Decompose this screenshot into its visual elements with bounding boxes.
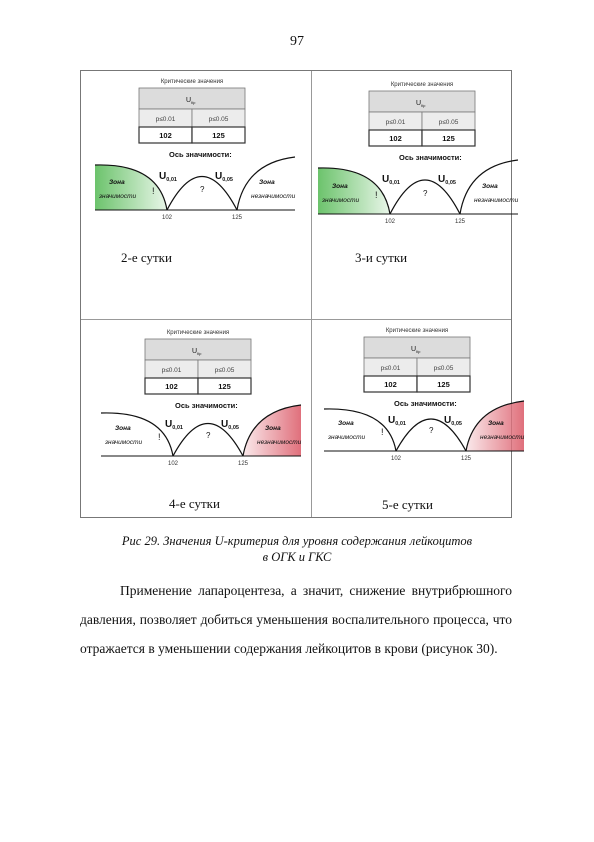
u-001-label: $U_{0,01}$ (165, 419, 183, 431)
u-005-label: $U_{0,05}$ (221, 419, 239, 431)
page-number: 97 (290, 34, 304, 49)
panel-caption: 4-е сутки (169, 496, 220, 511)
zone-significance-word: Зона (332, 183, 348, 190)
critical-values-diagram (81, 320, 312, 517)
table-header-cell (369, 91, 475, 112)
u-critical-label: $U_{Кр}$ (411, 346, 421, 354)
question-mark: ? (423, 189, 428, 198)
zone-insignificance-label: незначимости (480, 434, 525, 441)
tick-102: 102 (390, 456, 402, 462)
question-mark: ? (206, 431, 211, 440)
u-001-label: $U_{0,01}$ (382, 174, 400, 186)
panel-day-2 (81, 71, 312, 320)
zone-significance-word: Зона (115, 425, 131, 432)
question-mark: ? (200, 185, 205, 194)
zone-significance-word: Зона (338, 420, 354, 427)
panel-day-3 (312, 71, 519, 320)
significance-zone-highlight (318, 168, 390, 214)
p005-label: p≤0.05 (214, 367, 235, 374)
left-arc (101, 413, 173, 456)
value-125: 125 (437, 380, 450, 389)
u-005-label: $U_{0,05}$ (215, 171, 233, 183)
u-005-label: $U_{0,05}$ (438, 174, 456, 186)
zone-significance-label: значимости (99, 193, 137, 200)
value-102: 102 (159, 131, 172, 140)
panel-day-4 (81, 320, 312, 517)
panel-caption: 2-е сутки (121, 250, 172, 265)
u-001-label: $U_{0,01}$ (159, 171, 177, 183)
p005-label: p≤0.05 (433, 365, 454, 372)
question-mark: ? (429, 426, 434, 435)
zone-insignificance-word: Зона (265, 425, 281, 432)
panel-caption: 5-е сутки (382, 497, 433, 512)
axis-title: Ось значимости: (169, 150, 232, 159)
critical-values-diagram (81, 71, 312, 320)
exclamation-mark: ! (158, 432, 161, 442)
p001-label: p≤0.01 (161, 367, 182, 374)
figure-29 (80, 70, 525, 518)
critical-values-diagram (312, 71, 519, 320)
u-005-label: $U_{0,05}$ (444, 415, 462, 427)
exclamation-mark: ! (375, 190, 378, 200)
exclamation-mark: ! (381, 427, 384, 437)
zone-significance-label: значимости (105, 439, 143, 446)
table-header-cell (145, 339, 251, 360)
table-header-cell (364, 337, 470, 358)
panel-caption: 3-и сутки (355, 250, 408, 265)
critical-values-diagram (312, 320, 525, 517)
tick-102: 102 (167, 461, 179, 467)
tick-102: 102 (161, 215, 173, 221)
zone-insignificance-label: незначимости (474, 197, 519, 204)
u-critical-label: $U_{Кр}$ (186, 97, 196, 105)
value-102: 102 (384, 380, 397, 389)
p001-label: p≤0.01 (385, 119, 406, 126)
table-title: Критические значения (390, 82, 454, 88)
zone-insignificance-word: Зона (259, 179, 275, 186)
body-paragraph: Применение лапароцентеза, а значит, снижение внутрибрюшного давления, позволяет добиться уменьшения воспалительного процесса, что отражается в уменьшении содержания лейкоцитов в крови (рисунок 30). (80, 583, 512, 656)
u-critical-label: $U_{Кр}$ (192, 348, 202, 356)
figure-caption-line-2: в ОГК и ГКС (262, 550, 332, 564)
panel-day-5 (312, 320, 525, 517)
zone-insignificance-label: незначимости (251, 193, 296, 200)
tick-125: 125 (454, 219, 466, 225)
p001-label: p≤0.01 (380, 365, 401, 372)
figure-caption-line-1: Рис 29. Значения U-критерия для уровня содержания лейкоцитов (121, 534, 473, 548)
zone-significance-label: значимости (322, 197, 360, 204)
exclamation-mark: ! (152, 186, 155, 196)
zone-insignificance-word: Зона (482, 183, 498, 190)
table-header-cell (139, 88, 245, 109)
zone-significance-label: значимости (328, 434, 366, 441)
table-title: Критические значения (385, 328, 449, 334)
tick-125: 125 (460, 456, 472, 462)
tick-125: 125 (237, 461, 249, 467)
value-102: 102 (165, 382, 178, 391)
p001-label: p≤0.01 (155, 116, 176, 123)
axis-title: Ось значимости: (175, 401, 238, 410)
value-125: 125 (442, 134, 455, 143)
u-001-label: $U_{0,01}$ (388, 415, 406, 427)
zone-significance-word: Зона (109, 179, 125, 186)
value-125: 125 (212, 131, 225, 140)
value-102: 102 (389, 134, 402, 143)
axis-title: Ось значимости: (399, 153, 462, 162)
table-title: Критические значения (166, 330, 230, 336)
zone-insignificance-label: незначимости (257, 439, 302, 446)
axis-title: Ось значимости: (394, 399, 457, 408)
p005-label: p≤0.05 (438, 119, 459, 126)
u-critical-label: $U_{Кр}$ (416, 100, 426, 108)
significance-zone-highlight (95, 165, 167, 210)
left-arc (324, 409, 396, 451)
tick-102: 102 (384, 219, 396, 225)
zone-insignificance-word: Зона (488, 420, 504, 427)
p005-label: p≤0.05 (208, 116, 229, 123)
tick-125: 125 (231, 215, 243, 221)
table-title: Критические значения (160, 79, 224, 85)
value-125: 125 (218, 382, 231, 391)
